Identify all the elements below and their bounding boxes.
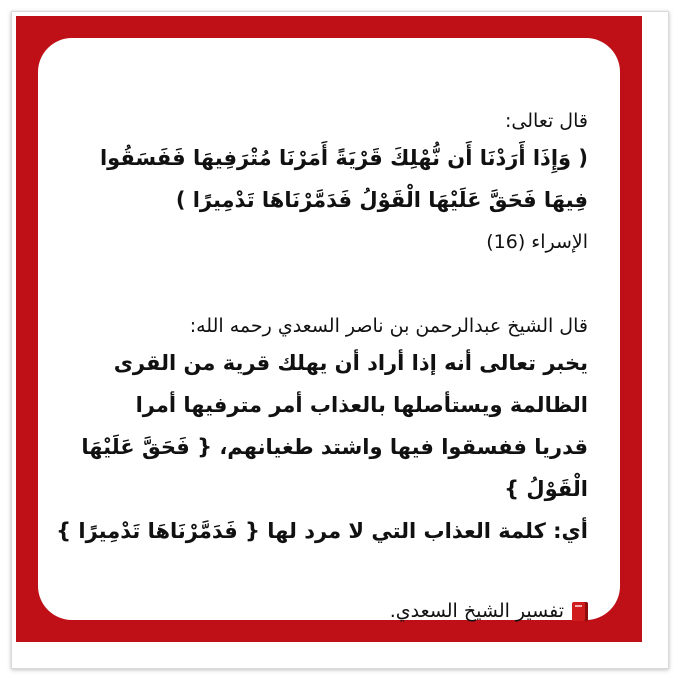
tafsir-line-3: قدريا ففسقوا فيها واشتد طغيانهم، { فَحَقَّ عَلَيْهَا (81, 435, 588, 459)
content-card (38, 38, 620, 620)
tafsir-line-4: الْقَوْلُ } (504, 477, 588, 501)
red-border (16, 16, 642, 642)
verse-line-1: ( وَإِذَا أَرَدْنَا أَن نُّهْلِكَ قَرْيَةً أَمَرْنَا مُتْرَفِيهَا فَفَسَقُوا (99, 146, 588, 170)
verse-reference: الإسراء (16) (486, 231, 588, 253)
book-icon (572, 602, 588, 621)
tafsir-line-1: يخبر تعالى أنه إذا أراد أن يهلك قرية من القرى (113, 351, 588, 375)
source-line (56, 600, 588, 622)
tafsir-line-2: الظالمة ويستأصلها بالعذاب أمر مترفيها أمرا (135, 393, 588, 417)
source-label: تفسير الشيخ السعدي. (389, 600, 564, 622)
card-text (38, 38, 620, 620)
tafsir-intro: قال الشيخ عبدالرحمن بن ناصر السعدي رحمه الله: (189, 315, 588, 337)
tafsir-line-5: أي: كلمة العذاب التي لا مرد لها { فَدَمَّرْنَاهَا تَدْمِيرًا } (56, 519, 588, 543)
verse-line-2: فِيهَا فَحَقَّ عَلَيْهَا الْقَوْلُ فَدَمَّرْنَاهَا تَدْمِيرًا ) (175, 188, 588, 212)
verse-intro: قال تعالى: (505, 110, 588, 132)
